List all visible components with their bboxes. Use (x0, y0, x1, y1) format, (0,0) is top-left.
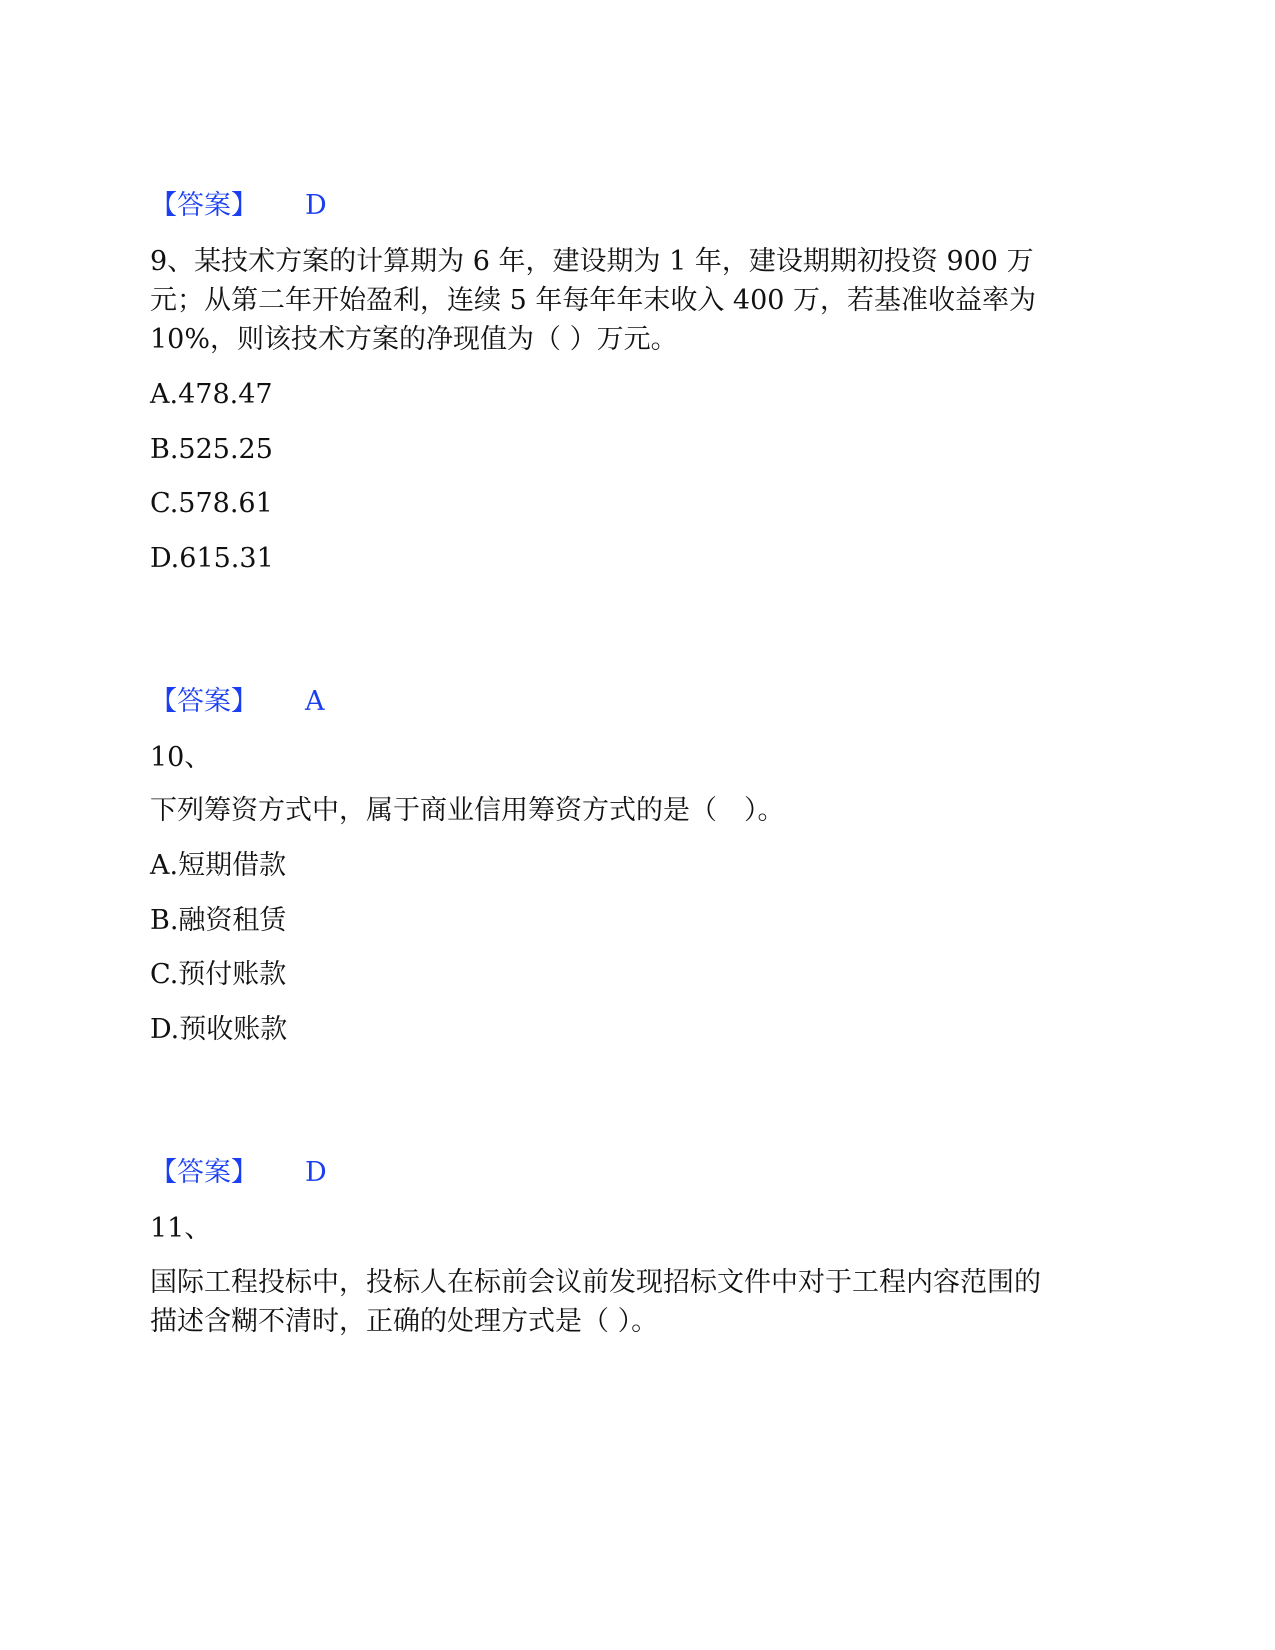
q10-text: 下列筹资方式中，属于商业信用筹资方式的是（ ）。 (150, 795, 785, 826)
q9-text-line-1: 9、某技术方案的计算期为 6 年，建设期为 1 年，建设期期初投资 900 万 (150, 246, 1034, 277)
q9-text-line-2: 元；从第二年开始盈利，连续 5 年每年年末收入 400 万，若基准收益率为 (150, 285, 1037, 316)
answer-label: 【答案】 (150, 190, 258, 221)
answer-value: D (305, 1157, 327, 1188)
q11-number: 11、 (150, 1213, 212, 1244)
q9-option-d: D.615.31 (150, 543, 274, 574)
q10-option-d: D.预收账款 (150, 1014, 288, 1045)
q9-option-c: C.578.61 (150, 488, 273, 519)
answer-block-3 (150, 1153, 327, 1193)
q10-option-c: C.预付账款 (150, 959, 287, 990)
answer-label: 【答案】 (150, 1157, 258, 1188)
answer-value: A (305, 686, 325, 717)
q10-option-b: B.融资租赁 (150, 905, 287, 936)
q11-text-line-1: 国际工程投标中，投标人在标前会议前发现招标文件中对于工程内容范围的 (150, 1267, 1041, 1298)
q11-text-line-2: 描述含糊不清时，正确的处理方式是（ ）。 (150, 1306, 659, 1337)
q10-number: 10、 (150, 742, 212, 773)
q9-option-b: B.525.25 (150, 434, 273, 465)
answer-value: D (305, 190, 327, 221)
answer-block-2 (150, 682, 325, 722)
answer-block-1 (150, 186, 327, 226)
q9-text-line-3: 10%，则该技术方案的净现值为（ ）万元。 (150, 324, 678, 355)
q10-option-a: A.短期借款 (150, 850, 287, 881)
answer-label: 【答案】 (150, 686, 258, 717)
q9-option-a: A.478.47 (150, 379, 273, 410)
